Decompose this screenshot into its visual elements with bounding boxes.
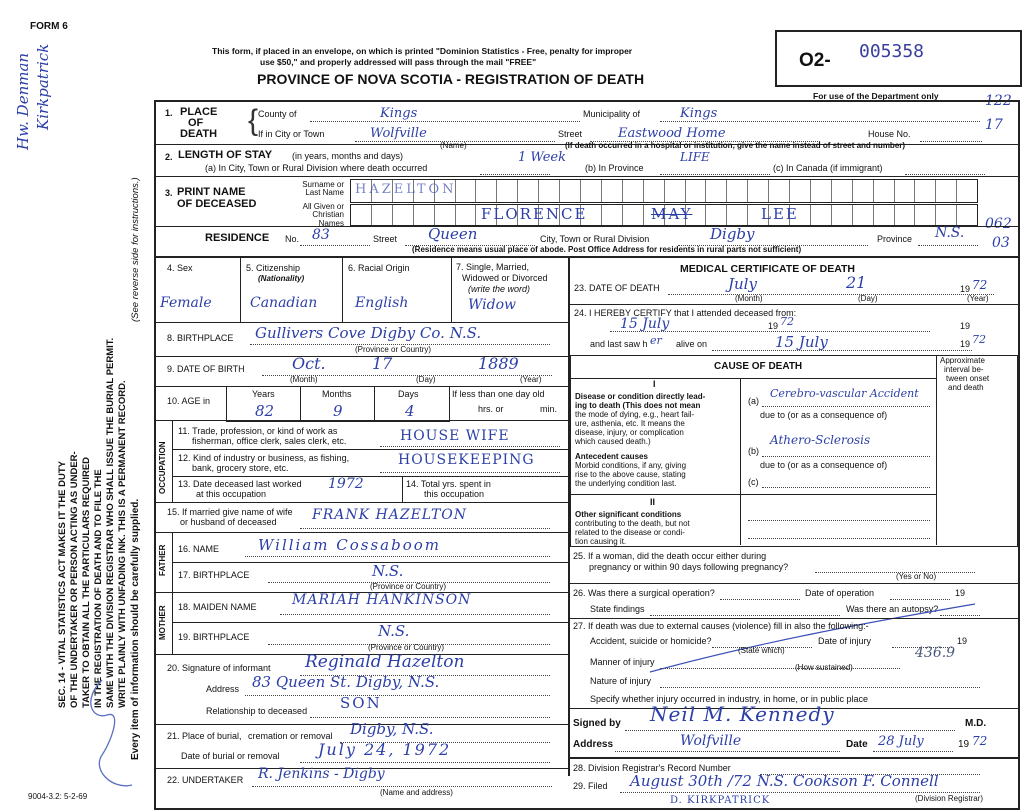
mother-name-line: [280, 614, 550, 615]
divider: [154, 226, 1018, 227]
injury-year-prefix: 19: [957, 636, 968, 646]
direct-cause-2: ing to death (This does not mean: [575, 401, 701, 410]
divider: [568, 618, 1018, 619]
department-use-label: For use of the Department only: [813, 91, 939, 101]
place-label-1: PLACE: [180, 106, 218, 118]
industry-label-2: bank, grocery store, etc.: [192, 463, 289, 473]
mother-birthplace-caption: (Province or Country): [368, 643, 445, 652]
dod-line: [668, 294, 994, 295]
alive-on-year[interactable]: 72: [972, 333, 986, 346]
pregnancy-label-2: pregnancy or within 90 days following pregnancy?: [589, 562, 789, 572]
total-years-label-1: 14. Total yrs. spent in: [406, 479, 491, 489]
every-item-note: Every item of information should be carefully supplied.: [130, 498, 141, 760]
interval-label-4: and death: [948, 383, 984, 392]
occupation-section-label: OCCUPATION: [158, 441, 167, 494]
mother-birthplace-label: 19. BIRTHPLACE: [178, 632, 250, 642]
cause-b-line: [762, 456, 930, 457]
antecedent-2: rise to the above cause, stating: [575, 470, 686, 479]
last-worked-value[interactable]: 1972: [328, 476, 364, 492]
other-conditions-2: related to the disease or condi-: [575, 528, 685, 537]
how-sustained-caption: (How sustained): [795, 663, 853, 672]
sex-value[interactable]: Female: [160, 295, 212, 311]
divider: [568, 583, 1018, 584]
statute-line-1: SEC. 14 - VITAL STATISTICS ACT MAKES IT THE DUTY: [57, 460, 68, 708]
pregnancy-label-1: 25. If a woman, did the death occur either during: [573, 551, 767, 561]
divider: [568, 757, 1018, 759]
stay-label: LENGTH OF STAY: [178, 149, 273, 161]
trade-label-2: fisherman, office clerk, sales clerk, etc.: [192, 436, 347, 446]
less-than-day-hrs: hrs. or: [478, 404, 504, 414]
age-days-value[interactable]: 4: [405, 402, 415, 420]
birthplace-value[interactable]: Gullivers Cove Digby Co. N.S.: [255, 324, 482, 342]
spouse-label-2: or husband of deceased: [180, 517, 277, 527]
antecedent-title: Antecedent causes: [575, 452, 648, 461]
sex-label: 4. Sex: [167, 263, 193, 273]
other-line-2: [748, 538, 930, 539]
residence-label: RESIDENCE: [205, 232, 270, 244]
interval-label-2: interval be-: [944, 365, 984, 374]
dob-year[interactable]: 1889: [478, 354, 519, 373]
divider: [154, 176, 1018, 177]
dod-day[interactable]: 21: [846, 273, 867, 292]
cause-code: 436.9: [915, 645, 956, 661]
mother-name-label: 18. MAIDEN NAME: [178, 602, 257, 612]
divider: [154, 420, 568, 421]
age-label: 10. AGE in: [167, 396, 211, 406]
cause-c-line: [762, 487, 930, 488]
dob-label: 9. DATE OF BIRTH: [167, 364, 245, 374]
handwritten-margin-note-1: Hw. Denman: [14, 52, 32, 150]
surgery-label: 26. Was there a surgical operation?: [573, 588, 715, 598]
father-name-value[interactable]: William Cossaboom: [258, 536, 442, 554]
street-value[interactable]: Eastwood Home: [618, 126, 726, 141]
residence-city-value[interactable]: Digby: [710, 225, 755, 243]
stay-b-label: (b) In Province: [585, 163, 644, 173]
birthplace-label: 8. BIRTHPLACE: [167, 333, 234, 343]
autopsy-label: Was there an autopsy?: [846, 604, 939, 614]
age-months-label: Months: [322, 389, 352, 399]
certify-label: 24. I HEREBY CERTIFY that I attended deceased from:: [574, 308, 797, 318]
informant-label: 20. Signature of informant: [167, 663, 271, 673]
operation-date-line: [890, 599, 950, 600]
residence-no-label: No.: [285, 234, 300, 244]
industry-label-1: 12. Kind of industry or business, as fishing,: [178, 453, 350, 463]
surname-value: HAZELTON: [355, 182, 457, 197]
place-brace: {: [248, 104, 259, 137]
dod-day-caption: (Day): [858, 294, 878, 303]
part-one-label: I: [653, 379, 656, 389]
divider: [740, 378, 741, 545]
nature-line: [660, 687, 980, 688]
marital-label-1: 7. Single, Married,: [456, 262, 530, 272]
residence-street-label: Street: [373, 234, 398, 244]
mother-section-label: MOTHER: [158, 605, 167, 640]
dod-year-prefix: 19: [960, 284, 971, 294]
accident-label: Accident, suicide or homicide?: [590, 636, 712, 646]
municipality-label: Municipality of: [583, 109, 641, 119]
divider: [172, 622, 568, 623]
burial-place-label-2: cremation or removal: [248, 731, 333, 741]
marital-label-3: (write the word): [468, 284, 531, 294]
stay-hint: (in years, months and days): [292, 151, 404, 161]
relationship-value[interactable]: SON: [340, 694, 382, 712]
filed-label: 29. Filed: [573, 781, 608, 791]
specify-label: Specify whether injury occurred in industry, in home, or in public place: [590, 694, 868, 704]
cause-title: CAUSE OF DEATH: [714, 361, 803, 372]
residence-note: (Residence means usual place of abode. Post Office Address for residents in rural parts not sufficient): [412, 245, 802, 254]
city-value[interactable]: Wolfville: [370, 126, 427, 141]
operation-date-label: Date of operation: [805, 588, 875, 598]
divider: [570, 378, 936, 379]
burial-place-label: 21. Place of burial,: [167, 731, 242, 741]
institution-note: (If death occurred in a hospital or institution, give the name instead of street and number): [565, 141, 906, 150]
municipality-value[interactable]: Kings: [680, 106, 718, 121]
given-name-3: LEE: [761, 205, 799, 223]
form-label: FORM 6: [30, 21, 68, 32]
county-label: County of: [258, 109, 297, 119]
burial-date-line: [300, 762, 550, 763]
informant-address-line: [245, 695, 550, 696]
birthplace-caption: (Province or Country): [355, 345, 432, 354]
given-names-grid[interactable]: [350, 204, 978, 226]
divider: [172, 592, 173, 654]
manner-of-injury-label: Manner of injury: [590, 657, 655, 667]
envelope-note-1: This form, if placed in an envelope, on which is printed "Dominion Statistics - Free, penalty for improper: [212, 46, 633, 56]
signature-date-label: Date: [846, 739, 868, 750]
other-line-1: [748, 520, 930, 521]
divider: [374, 386, 375, 420]
stay-a-value[interactable]: 1 Week: [518, 150, 566, 165]
divider: [570, 494, 936, 495]
stay-a-label: (a) In City, Town or Rural Division where death occurred: [205, 163, 428, 173]
residence-no-value[interactable]: 83: [312, 227, 330, 243]
surgery-line: [720, 599, 800, 600]
signed-by-line: [625, 730, 955, 731]
divider: [936, 355, 937, 545]
signature-date-line: [873, 751, 953, 752]
physician-address-label: Address: [573, 739, 614, 750]
other-conditions-title: Other significant conditions: [575, 510, 682, 519]
cause-a-label: (a): [748, 396, 759, 406]
other-conditions-3: tion causing it.: [575, 537, 627, 546]
signature-year[interactable]: 72: [972, 734, 988, 748]
racial-value[interactable]: English: [355, 295, 409, 311]
direct-cause-5: disease, injury, or complication: [575, 428, 684, 437]
other-conditions-1: contributing to the death, but not: [575, 519, 690, 528]
dod-year-caption: (Year): [967, 294, 989, 303]
last-worked-label-1: 13. Date deceased last worked: [178, 479, 302, 489]
statute-line-3: TAKER TO OBTAIN ALL THE PARTICULARS REQUIRED: [81, 456, 92, 708]
physician-address-line: [615, 751, 840, 752]
trade-line: [380, 446, 560, 447]
form-code: 9004-3.2: 5-2-69: [28, 792, 88, 801]
dob-day[interactable]: 17: [372, 354, 393, 373]
informant-signature[interactable]: Reginald Hazelton: [305, 652, 465, 672]
spouse-label-1: 15. If married give name of wife: [167, 507, 293, 517]
signature-year-prefix: 19: [958, 739, 970, 750]
attended-from-year-prefix: 19: [768, 321, 779, 331]
age-months-value[interactable]: 9: [333, 402, 343, 420]
last-saw-value[interactable]: er: [650, 334, 662, 347]
divider: [240, 256, 241, 322]
dob-month[interactable]: Oct.: [292, 354, 326, 373]
pregnancy-line: [815, 572, 975, 573]
given-name-1: FLORENCE: [481, 205, 588, 223]
given-name-2: MAY: [651, 205, 693, 223]
stay-a-line: [480, 174, 550, 175]
cause-c-label: (c): [748, 477, 759, 487]
divider: [154, 502, 568, 503]
registrar-stamp: D. KIRKPATRICK: [670, 795, 771, 806]
municipality-line: [660, 121, 980, 122]
spouse-line: [300, 528, 550, 529]
father-section-label: FATHER: [158, 544, 167, 576]
record-number-label: 28. Division Registrar's Record Number: [573, 763, 731, 773]
father-name-label: 16. NAME: [178, 544, 220, 554]
residence-province-label: Province: [877, 234, 913, 244]
direct-cause-6: which caused death.): [575, 437, 651, 446]
total-years-label-2: this occupation: [424, 489, 485, 499]
statute-line-6: WRITE PLAINLY WITH UNFADING INK. THIS IS A PERMANENT RECORD.: [117, 380, 128, 708]
mother-name-value[interactable]: MARIAH HANKINSON: [292, 592, 472, 608]
surname-grid[interactable]: [350, 179, 978, 203]
residence-province-line: [918, 245, 978, 246]
age-years-label: Years: [252, 389, 275, 399]
state-findings-label: State findings: [590, 604, 645, 614]
divider: [172, 476, 568, 477]
medical-title: MEDICAL CERTIFICATE OF DEATH: [680, 263, 855, 275]
state-which-caption: (State which): [738, 646, 785, 655]
registration-prefix: O2-: [799, 50, 831, 71]
page-title: PROVINCE OF NOVA SCOTIA - REGISTRATION OF DEATH: [257, 71, 645, 87]
filed-value[interactable]: August 30th /72 N.S. Cookson F. Connell: [630, 772, 939, 790]
less-than-day-min: min.: [540, 404, 558, 414]
dept-code-4: 03: [992, 235, 1010, 251]
attended-from-year[interactable]: 72: [780, 315, 794, 328]
undertaker-value[interactable]: R. Jenkins - Digby: [258, 766, 385, 782]
alive-on-value[interactable]: 15 July: [775, 333, 828, 351]
instructions-note: (See reverse side for instructions.): [130, 177, 141, 322]
mother-birthplace-value[interactable]: N.S.: [378, 622, 410, 640]
relationship-line: [310, 717, 550, 718]
father-birthplace-caption: (Province or Country): [370, 582, 447, 591]
marital-label-2: Widowed or Divorced: [462, 273, 548, 283]
divider: [568, 304, 1018, 305]
attended-to-year-prefix: 19: [960, 321, 971, 331]
dob-year-caption: (Year): [520, 375, 542, 384]
trade-label-1: 11. Trade, profession, or kind of work as: [178, 426, 338, 436]
surname-label: Surname or Last Name: [302, 180, 344, 198]
divider: [402, 476, 403, 502]
age-years-value[interactable]: 82: [255, 402, 275, 420]
father-birthplace-label: 17. BIRTHPLACE: [178, 570, 250, 580]
residence-no-line: [300, 245, 370, 246]
cause-a-line: [762, 406, 930, 407]
residence-province-value[interactable]: N.S.: [935, 225, 965, 241]
manner-line: [660, 668, 900, 669]
last-worked-label-2: at this occupation: [196, 489, 267, 499]
undertaker-label: 22. UNDERTAKER: [167, 775, 244, 785]
racial-label: 6. Racial Origin: [348, 263, 410, 273]
dept-code-3: 062: [985, 216, 1012, 232]
nature-of-injury-label: Nature of injury: [590, 676, 652, 686]
external-causes-label: 27. If death was due to external causes (violence) fill in also the following:-: [573, 621, 869, 631]
dod-month[interactable]: July: [728, 275, 757, 293]
direct-cause-3: the mode of dying, e.g., heart fail-: [575, 410, 695, 419]
dept-code-1: 122: [985, 93, 1012, 109]
stay-c-label: (c) In Canada (if immigrant): [773, 163, 883, 173]
name-label-2: OF DECEASED: [177, 198, 257, 210]
divider: [154, 256, 1018, 258]
cause-a-value[interactable]: Cerebro-vascular Accident: [770, 387, 919, 400]
industry-value[interactable]: HOUSEKEEPING: [398, 452, 535, 468]
divider: [154, 322, 568, 323]
dob-month-caption: (Month): [290, 375, 318, 384]
stay-b-line: [660, 174, 770, 175]
statute-line-2: OF THE UNDERTAKER OR PERSON ACTING AS UNDER-: [69, 451, 80, 708]
place-label-2: OF: [188, 117, 204, 129]
dept-code-2: 17: [985, 117, 1003, 133]
divider: [172, 449, 568, 450]
house-label: House No.: [868, 129, 911, 139]
spouse-value[interactable]: FRANK HAZELTON: [312, 507, 468, 523]
industry-line: [380, 472, 560, 473]
dod-year[interactable]: 72: [972, 278, 988, 292]
father-name-line: [245, 556, 550, 557]
last-saw-label: and last saw h: [590, 339, 648, 349]
burial-place-value[interactable]: Digby, N.S.: [350, 720, 434, 738]
division-registrar-caption: (Division Registrar): [915, 794, 984, 803]
md-label: M.D.: [965, 718, 987, 729]
statute-line-5: SAME WITH THE DIVISION REGISTRAR WHO SHALL ISSUE THE BURIAL PERMIT.: [105, 337, 116, 708]
yes-no-caption: (Yes or No): [896, 572, 937, 581]
signature-date-value[interactable]: 28 July: [878, 734, 924, 749]
statute-line-4: IN THE REGISTRATION OF DEATH AND TO FILE THE: [93, 469, 104, 708]
name-label-1: PRINT NAME: [177, 186, 246, 198]
dob-day-caption: (Day): [416, 375, 436, 384]
city-label: If in City or Town: [258, 129, 325, 139]
city-name-caption: (Name): [440, 141, 467, 150]
less-than-day-label: If less than one day old: [452, 389, 545, 399]
envelope-note-2: use $50," and properly addressed will pass through the mail "FREE": [260, 57, 537, 67]
place-num: 1.: [165, 108, 173, 118]
burial-date-label: Date of burial or removal: [181, 751, 280, 761]
divider: [451, 256, 452, 322]
cause-b-label: (b): [748, 446, 759, 456]
signed-by-label: Signed by: [573, 718, 621, 729]
residence-street-value[interactable]: Queen: [428, 225, 478, 243]
street-label: Street: [558, 129, 583, 139]
residence-city-label: City, Town or Rural Division: [540, 234, 650, 244]
trade-value[interactable]: HOUSE WIFE: [400, 428, 510, 444]
interval-label-1: Approximate: [940, 356, 985, 365]
informant-address-value[interactable]: 83 Queen St. Digby, N.S.: [252, 673, 440, 691]
burial-date-value[interactable]: July 24, 1972: [318, 740, 452, 759]
margin-pen-scribble: [62, 660, 152, 800]
citizenship-label: 5. Citizenship: [246, 263, 301, 273]
alive-on-label: alive on: [676, 339, 708, 349]
alive-on-year-prefix: 19: [960, 339, 971, 349]
operation-year-prefix: 19: [955, 588, 966, 598]
house-line: [920, 141, 982, 142]
stay-num: 2.: [165, 152, 173, 162]
cause-b-value[interactable]: Athero-Sclerosis: [770, 433, 871, 447]
handwritten-margin-note-2: Kirkpatrick: [34, 43, 52, 130]
dod-month-caption: (Month): [735, 294, 763, 303]
stay-b-value[interactable]: LIFE: [680, 150, 710, 164]
given-label: All Given or Christian Names: [302, 202, 344, 228]
divider: [172, 420, 173, 502]
stay-c-line: [905, 174, 985, 175]
divider: [172, 562, 568, 563]
filed-line: [620, 792, 980, 793]
undertaker-caption: (Name and address): [380, 788, 453, 797]
due-to-b: due to (or as a consequence of): [760, 460, 888, 470]
physician-address-value[interactable]: Wolfville: [680, 733, 742, 749]
physician-signature[interactable]: Neil M. Kennedy: [650, 702, 835, 726]
antecedent-3: the underlying condition last.: [575, 479, 677, 488]
name-num: 3.: [165, 188, 173, 198]
registration-number-box: [775, 30, 1022, 87]
relationship-label: Relationship to deceased: [206, 706, 308, 716]
antecedent-1: Morbid conditions, if any, giving: [575, 461, 687, 470]
direct-cause-4: ure, asthenia, etc. It means the: [575, 419, 685, 428]
place-label-3: DEATH: [180, 128, 218, 140]
age-days-label: Days: [398, 389, 419, 399]
citizenship-value[interactable]: Canadian: [250, 295, 318, 311]
citizenship-sub: (Nationality): [258, 274, 305, 283]
registration-number: 005358: [859, 41, 925, 62]
direct-cause-1: Disease or condition directly lead-: [575, 392, 706, 401]
due-to-a: due to (or as a consequence of): [760, 410, 888, 420]
alive-on-line: [712, 350, 972, 351]
marital-value[interactable]: Widow: [468, 297, 516, 313]
divider: [342, 256, 343, 322]
county-line: [310, 121, 580, 122]
divider: [154, 532, 568, 533]
part-two-label: II: [650, 497, 656, 507]
informant-address-label: Address: [206, 684, 240, 694]
injury-date-label: Date of injury: [818, 636, 872, 646]
dod-label: 23. DATE OF DEATH: [574, 283, 660, 293]
divider: [300, 386, 301, 420]
undertaker-line: [252, 786, 552, 787]
father-birthplace-value[interactable]: N.S.: [372, 562, 404, 580]
attended-from-value[interactable]: 15 July: [620, 316, 670, 332]
interval-label-3: tween onset: [946, 374, 990, 383]
county-value[interactable]: Kings: [380, 106, 418, 121]
